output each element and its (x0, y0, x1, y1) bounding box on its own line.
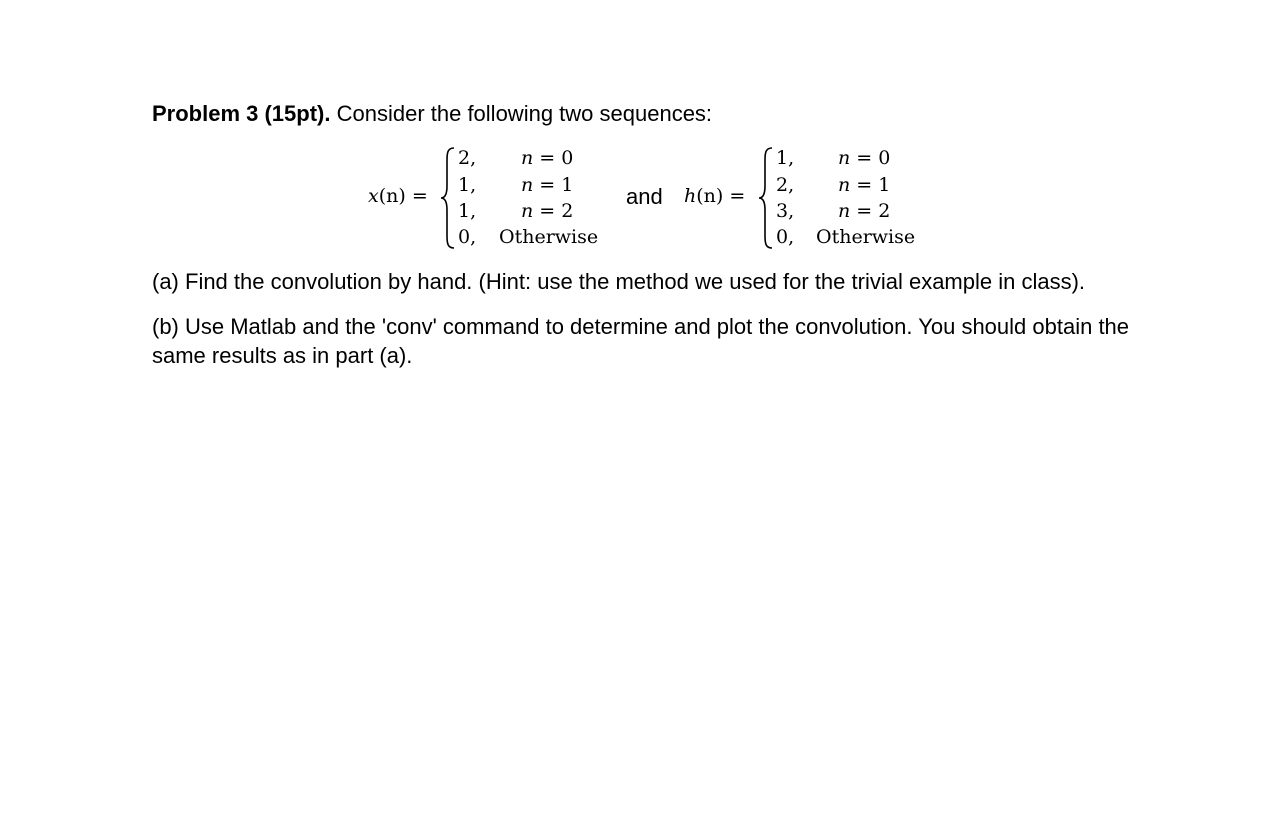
problem-intro: Consider the following two sequences: (330, 101, 713, 126)
h-case-value: 1, (776, 147, 795, 169)
h-case-value: 2, (776, 174, 795, 196)
x-case-value: 1, (458, 200, 477, 222)
h-case-condition: n = 1 (838, 174, 891, 196)
x-equals: = (405, 185, 428, 207)
h-function-name: h (684, 185, 697, 207)
h-case-value: 3, (776, 200, 795, 222)
x-case-value: 2, (458, 147, 477, 169)
h-case-condition: n = 2 (838, 200, 891, 222)
connector-and: and (626, 184, 663, 209)
x-cases-brace (440, 146, 456, 250)
x-case-condition: n = 2 (521, 200, 574, 222)
h-equals: = (723, 185, 746, 207)
problem-heading (152, 100, 712, 128)
part-b-text: (b) Use Matlab and the 'conv' command to determine and plot the convolution. You should obtain the same results as in part (a). (152, 314, 1130, 368)
x-case-value: 0, (458, 226, 477, 248)
h-case-value: 0, (776, 226, 795, 248)
h-case-condition: n = 0 (838, 147, 891, 169)
x-case-condition: n = 0 (521, 147, 574, 169)
x-case-condition: Otherwise (499, 226, 599, 248)
h-case-condition: Otherwise (816, 226, 916, 248)
x-lhs (368, 185, 428, 207)
h-lhs (684, 185, 745, 207)
part-a-text: (a) Find the convolution by hand. (Hint: use the method we used for the trivial example in class). (152, 269, 1086, 294)
problem-label: Problem 3 (15pt). (152, 101, 331, 126)
h-cases-brace (758, 146, 774, 250)
x-case-condition: n = 1 (521, 174, 574, 196)
h-function-arg: (n) (696, 185, 724, 207)
x-function-arg: (n) (378, 185, 406, 207)
x-case-value: 1, (458, 174, 477, 196)
x-function-name: x (368, 185, 379, 207)
